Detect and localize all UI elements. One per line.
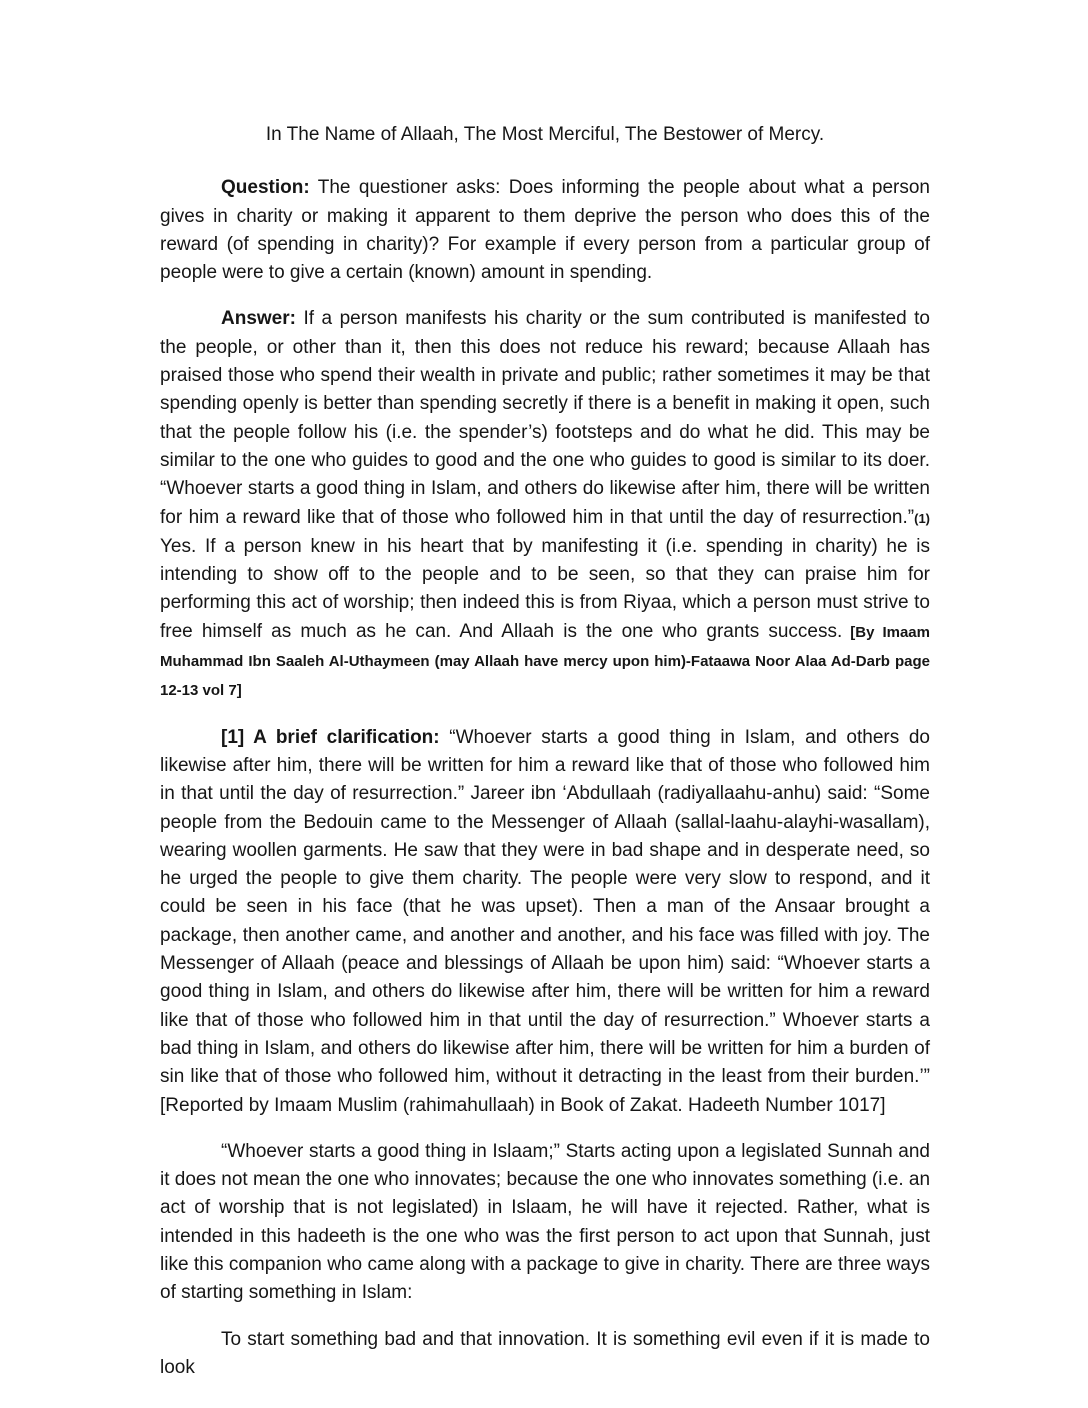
page-title: In The Name of Allaah, The Most Merciful, The Bestower of Mercy.	[265, 124, 825, 145]
three-ways-intro-text: To start something bad and that innovation. It is something evil even if it is made to look	[160, 1328, 930, 1378]
clarification-label: [1] A brief clarification:	[221, 726, 440, 748]
answer-text-before-note: If a person manifests his charity or the sum contributed is manifested to the people, or other than it, then this does not reduce his reward; because Allaah has praised those who spend their wealth in private and public; rather sometimes it may be that spending openly is better than spending secretly if there is a benefit in making it open, such that the people follow his (i.e. the spender’s) footsteps and do what he did. This may be similar to the one who guides to good and the one who guides to good is similar to its doer. “Whoever starts a good thing in Islam, and others do likewise after him, there will be written for him a reward like that of those who followed him in that until the day of resurrection.”	[160, 308, 930, 528]
clarification-paragraph	[160, 724, 930, 1120]
three-ways-intro-paragraph	[160, 1326, 930, 1383]
question-label: Question:	[221, 177, 310, 199]
question-text: The questioner asks: Does informing the people about what a person gives in charity or making it apparent to them deprive the person who does this of the reward (of spending in charity)? For example if every person from a particular group of people were to give a certain (known) amount in spending.	[160, 177, 930, 284]
answer-text-after-note: Yes. If a person knew in his heart that by manifesting it (i.e. spending in charity) he is intending to show off to the people and to be seen, so that they can praise him for performing this act of worship; then indeed this is from Riyaa, which a person must strive to free himself as much as he can. And Allaah is the one who grants success.	[160, 535, 930, 642]
answer-label: Answer:	[221, 308, 296, 330]
footnote-marker: (1)	[914, 510, 930, 526]
sunnah-explanation-text: “Whoever starts a good thing in Islaam;” Starts acting upon a legislated Sunnah and it does not mean the one who innovates; because the one who innovates something (i.e. an act of worship that is not legislated) in Islaam, he will have it rejected. Rather, what is intended in this hadeeth is the one who was the first person to act upon that Sunnah, just like this companion who came along with a package to give in charity. There are three ways of starting something in Islam:	[160, 1140, 931, 1304]
clarification-text: “Whoever starts a good thing in Islam, and others do likewise after him, there will be written for him a reward like that of those who followed him in that until the day of resurrection.” Jareer ibn ‘Abdullaah (radiyallaahu-anhu) said: “Some people from the Bedouin came to the Messenger of Allaah (sallal-laahu-alayhi-wasallam), wearing woollen garments. He saw that they were in bad shape and in desperate need, so he urged the people to give them charity. The people were very slow to respond, and it could be seen in his face (that he was upset). Then a man of the Ansaar brought a package, then another came, and another and another, and his face was filled with joy. The Messenger of Allaah (peace and blessings of Allaah be upon him) said: “Whoever starts a good thing in Islam, and others do likewise after him, there will be written for him a reward like that of those who followed him in that until the day of resurrection.” Whoever starts a bad thing in Islam, and others do likewise after him, there will be written for him a burden of sin like that of those who followed him, without it detracting in the least from their burden.’” [Reported by Imaam Muslim (rahimahullaah) in Book of Zakat. Hadeeth Number 1017]	[160, 726, 930, 1116]
answer-paragraph	[160, 305, 930, 705]
sunnah-explanation-paragraph	[160, 1138, 930, 1308]
answer-citation: [By Imaam Muhammad Ibn Saaleh Al-Uthaymeen (may Allaah have mercy upon him)-Fataawa Noor Alaa Ad-Darb page 12-13 vol 7]	[160, 623, 930, 700]
question-paragraph	[160, 174, 930, 287]
